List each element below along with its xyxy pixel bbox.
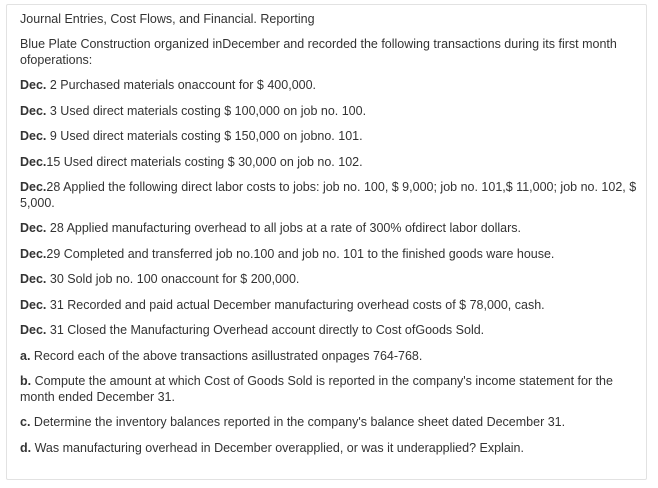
- transaction-label: Dec.: [20, 323, 47, 337]
- transaction-label: Dec.: [20, 297, 47, 312]
- intro-paragraph: Blue Plate Construction organized inDecember and recorded the following transactions during its first month ofoperations:: [20, 37, 617, 67]
- question-text: Was manufacturing overhead in December overapplied, or was it underapplied? Explain.: [31, 440, 524, 455]
- transaction-label: Dec.: [20, 103, 47, 118]
- transaction-label: Dec.: [20, 78, 47, 92]
- transaction-dec-15: [20, 155, 638, 171]
- transaction-dec-9: [20, 129, 638, 145]
- question-label: d.: [20, 440, 32, 455]
- transaction-dec-31-closed: [20, 323, 638, 339]
- transaction-dec-31-paid: [20, 298, 638, 314]
- transaction-label: Dec.: [20, 129, 47, 143]
- transaction-dec-29: [20, 247, 638, 263]
- transaction-text: 2 Purchased materials onaccount for $ 400,000.: [46, 78, 317, 92]
- question-content: [20, 12, 638, 466]
- question-label: b.: [20, 374, 32, 388]
- transaction-dec-28-labor: [20, 180, 638, 211]
- transaction-label: Dec.: [20, 246, 47, 261]
- question-text: Record each of the above transactions asillustrated onpages 764-768.: [30, 348, 423, 363]
- transaction-label: Dec.: [20, 221, 47, 235]
- transaction-label: Dec.: [20, 180, 47, 194]
- transaction-text: 31 Recorded and paid actual December manufacturing overhead costs of $ 78,000, cash.: [46, 297, 545, 312]
- question-text: Determine the inventory balances reported in the company's balance sheet dated December 31.: [30, 415, 566, 429]
- transaction-text: 28 Applied the following direct labor costs to jobs: job no. 100, $ 9,000; job no. 101,$ 11,000; job no. 102, $ 5,000.: [20, 180, 637, 210]
- transaction-text: 28 Applied manufacturing overhead to all jobs at a rate of 300% ofdirect labor dollars.: [46, 221, 522, 235]
- transaction-dec-3: [20, 104, 638, 120]
- transaction-dec-2: [20, 78, 638, 94]
- question-c: [20, 415, 638, 431]
- transaction-text: 15 Used direct materials costing $ 30,000 on job no. 102.: [46, 154, 363, 169]
- transaction-text: 31 Closed the Manufacturing Overhead account directly to Cost ofGoods Sold.: [46, 323, 485, 337]
- transaction-text: 30 Sold job no. 100 onaccount for $ 200,000.: [46, 272, 300, 286]
- transaction-text: 29 Completed and transferred job no.100 and job no. 101 to the finished goods ware house.: [46, 246, 555, 261]
- question-b: [20, 374, 638, 405]
- page-title: Journal Entries, Cost Flows, and Financial. Reporting: [20, 12, 315, 26]
- question-a: [20, 349, 638, 365]
- question-text: Compute the amount at which Cost of Goods Sold is reported in the company's income statement for the month ended December 31.: [20, 374, 613, 404]
- question-label: c.: [20, 415, 31, 429]
- question-card: [6, 4, 647, 480]
- transaction-text: 9 Used direct materials costing $ 150,000 on jobno. 101.: [46, 129, 363, 143]
- transaction-dec-28-overhead: [20, 221, 638, 237]
- transaction-dec-30: [20, 272, 638, 288]
- question-d: [20, 441, 638, 457]
- question-label: a.: [20, 348, 31, 363]
- transaction-label: Dec.: [20, 272, 47, 286]
- transaction-text: 3 Used direct materials costing $ 100,000 on job no. 100.: [46, 103, 367, 118]
- transaction-label: Dec.: [20, 154, 47, 169]
